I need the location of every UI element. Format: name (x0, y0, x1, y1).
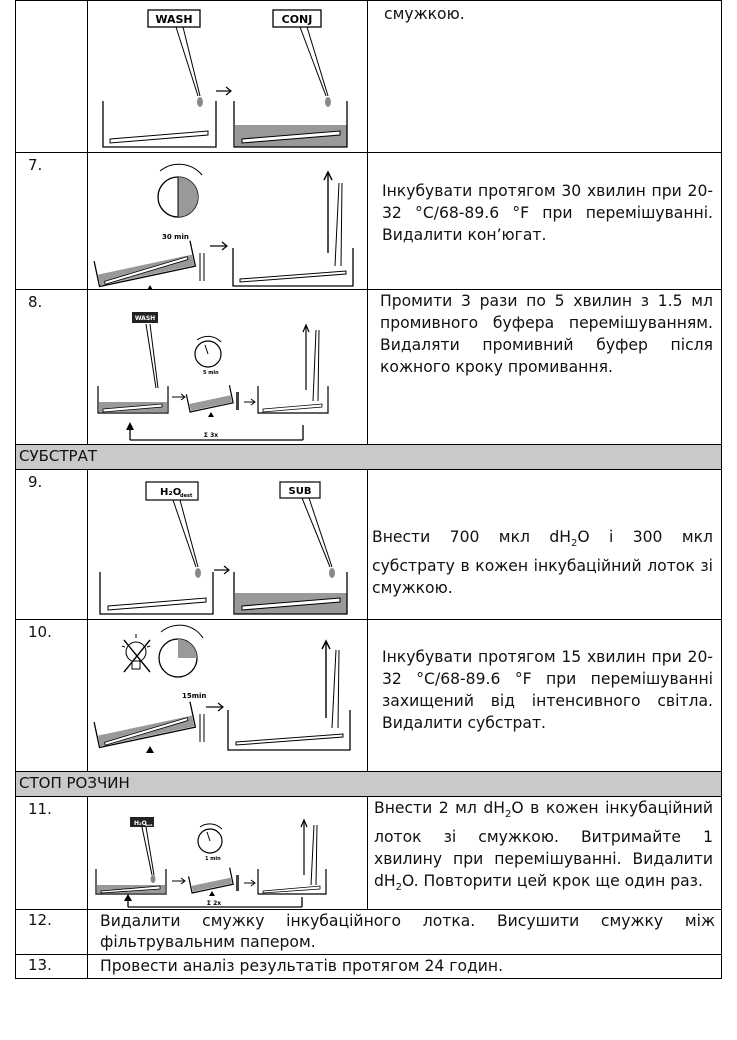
text-part: Внести 2 мл dH (374, 799, 506, 817)
time-label: 15min (182, 692, 207, 700)
repeat-label: Σ 2x (206, 900, 222, 907)
step-text (368, 797, 722, 910)
step-9-illustration (88, 470, 368, 620)
table-row-11 (16, 797, 722, 910)
step-number: 9. (16, 470, 88, 620)
step-11-illustration (88, 797, 368, 910)
step-10-illustration (88, 620, 368, 772)
sub-label: SUB (288, 486, 312, 497)
subscript: 2 (570, 538, 578, 550)
protocol-table (15, 0, 722, 979)
water-subscript: dest (180, 493, 193, 499)
step-number: 13. (16, 955, 88, 979)
table-row-6 (16, 1, 722, 153)
subscript: 2 (505, 809, 512, 821)
step-8-illustration (88, 290, 368, 445)
wash-label: WASH (155, 13, 193, 26)
text-part: O в кожен інкубаційний лоток зі смужкою. Витримайте 1 хвилину при перемішуванні. Видалити dH (374, 799, 713, 891)
table-row-8 (16, 290, 722, 445)
table-row-12 (16, 910, 722, 955)
conj-label: CONJ (281, 13, 313, 26)
wash-conj-figure (88, 1, 368, 151)
wash-3x-figure (88, 290, 368, 444)
water-subscript: dest (145, 823, 153, 827)
table-row-13 (16, 955, 722, 979)
section-substrate (16, 445, 722, 470)
incubate-15-figure (88, 620, 368, 770)
time-label: 1 min (205, 856, 221, 862)
step-text: Інкубувати протягом 30 хвилин при 20-32 °C/68-89.6 °F при перемішуванні. Видалити кон’югат. (368, 153, 722, 290)
step-number: 12. (16, 910, 88, 955)
table-row-10 (16, 620, 722, 772)
section-title: СУБСТРАТ (16, 445, 722, 470)
text-part: O і 300 мкл субстрату в кожен інкубаційний лоток зі смужкою. (372, 528, 714, 598)
water-label: H₂O (160, 487, 182, 498)
time-label: 5 min (203, 370, 219, 376)
step-text: Видалити смужку інкубаційного лотка. Висушити смужку між фільтрувальним папером. (88, 910, 722, 955)
step-text: Промити 3 рази по 5 хвилин з 1.5 мл промивного буфера перемішуванням. Видаляти промивний буфер після кожного кроку промивання. (368, 290, 722, 445)
step-text: Інкубувати протягом 15 хвилин при 20-32 °C/68-89.6 °F при перемішуванні захищений від інтенсивного світла. Видалити субстрат. (368, 620, 722, 772)
table-row-7 (16, 153, 722, 290)
step-text (368, 470, 722, 620)
section-title: СТОП РОЗЧИН (16, 772, 722, 797)
step-number (16, 1, 88, 153)
step-6-illustration (88, 1, 368, 153)
no-light-icon (122, 634, 150, 672)
step-7-illustration (88, 153, 368, 290)
step-text: Провести аналіз результатів протягом 24 годин. (88, 955, 722, 979)
incubate-30-figure (88, 153, 368, 289)
step-number: 7. (16, 153, 88, 290)
step-number: 10. (16, 620, 88, 772)
text-part: Внести 700 мкл dH (372, 528, 571, 546)
step-number: 8. (16, 290, 88, 445)
subscript: 2 (395, 882, 402, 894)
repeat-label: Σ 3x (203, 432, 219, 439)
step-number: 11. (16, 797, 88, 910)
water-label: H₂O (134, 820, 147, 827)
substrate-figure (88, 470, 368, 619)
section-stop (16, 772, 722, 797)
stop-figure (88, 797, 368, 909)
step-text: смужкою. (368, 1, 722, 153)
text-part: O. Повторити цей крок ще один раз. (402, 872, 703, 891)
table-row-9 (16, 470, 722, 620)
wash-label: WASH (134, 315, 156, 322)
time-label: 30 min (162, 233, 189, 241)
